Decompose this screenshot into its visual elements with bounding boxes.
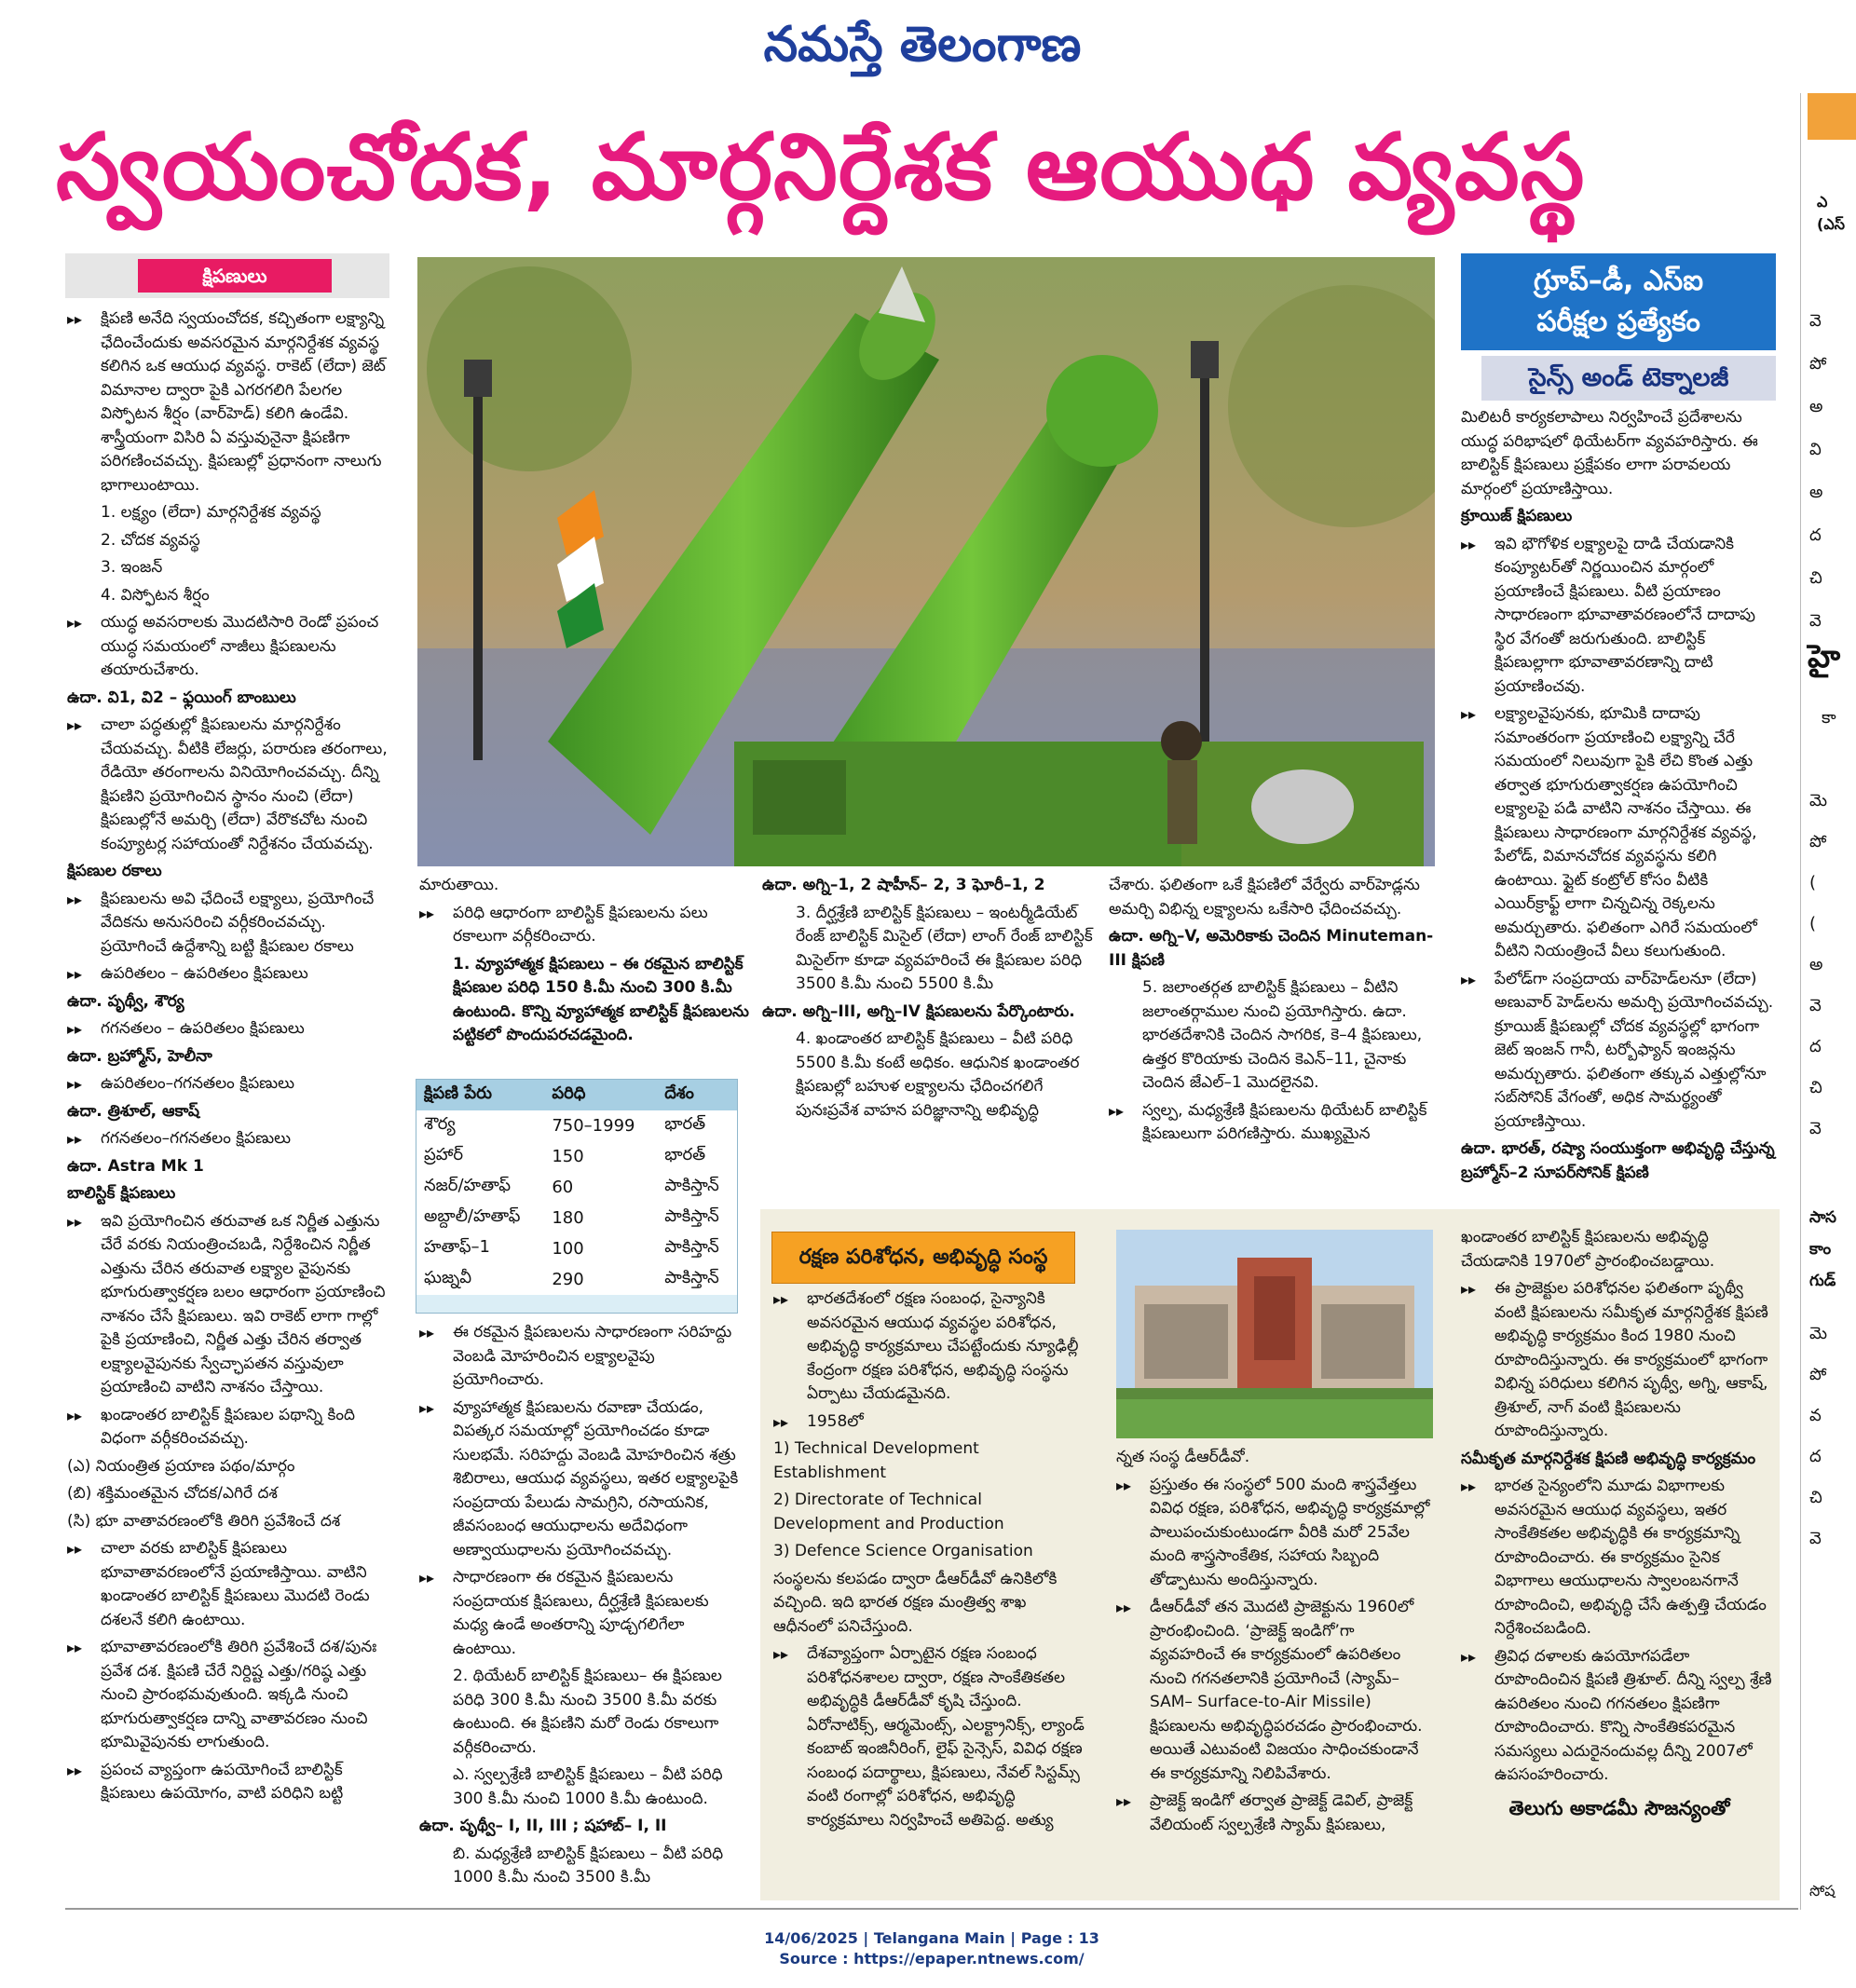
paragraph: ▸▸ క్షిపణులను అవి ఛేదించే లక్ష్యాలు, ప్రయోగించే వేదికను అనుసరించి వర్గీకరించవచ్చు. ప్రయోగించే ఉద్దేశాన్ని బట్టి క్షిపణుల రకాలు (67, 888, 391, 960)
paragraph: ▸▸ ఈ ప్రాజెక్టుల పరిశోధనల ఫలితంగా పృథ్వీ వంటి క్షిపణులను సమీకృత మార్గనిర్దేశక క్షిపణి అభివృద్ధి కార్యక్రమం కింద 1980 నుంచి రూపొందిస్తున్నారు. ఈ కార్యక్రమంలో భాగంగా విభిన్న పరిధులు కలిగిన పృథ్వీ, అగ్ని, ఆకాష్, త్రిశూల్, నాగ్ వంటి క్షిపణులను రూపొందిస్తున్నారు. (1461, 1277, 1778, 1444)
numbered-item: 2. థియేటర్ బాలిస్టిక్ క్షిపణులు– ఈ క్షిపణుల పరిధి 300 కి.మీ నుంచి 3500 కి.మీ వరకు ఉంటుంది. ఈ క్షిపణిని మరో రెండు రకాలుగా వర్గీకరించారు. (453, 1667, 722, 1757)
paragraph: ▸▸ దేశవ్యాప్తంగా ఏర్పాటైన రక్షణ సంబంధ పరిశోధనశాలల ద్వారా, రక్షణ సాంకేతికతల అభివృద్ధికి డీఆర్‌డీవో కృషి చేస్తుంది. ఏరోనాటిక్స్, ఆర్మమెంట్స్, ఎలక్ట్రానిక్స్, ల్యాండ్ కంబాట్ ఇంజినీరింగ్, లైఫ్ సైన్సెస్, వివిధ రక్షణ సంబంధ పదార్థాలు, క్షిపణులు, నేవల్ సిస్టమ్స్ వంటి రంగాల్లో పరిశోధన, అభివృద్ధి కార్యక్రమాలు నిర్వహించే అతిపెద్ద. అత్యు (773, 1642, 1090, 1832)
table-header: క్షిపణి పేరు (424, 1083, 493, 1103)
list-item: వి (1809, 440, 1822, 459)
paragraph: చేశారు. ఫలితంగా ఒకే క్షిపణిలో వేర్వేరు వార్‌హెడ్లను అమర్చి విభిన్న లక్ష్యాలను ఒకేసారి ఛేదించవచ్చు. (1109, 876, 1420, 919)
example-line: ఉదా. పృథ్వీ, శౌర్య (67, 991, 184, 1011)
list-item: ( (1809, 914, 1817, 933)
list-item: ▸▸ గగనతలం–గగనతలం క్షిపణులు (67, 1127, 391, 1151)
adjacent-article-fragment: కా (1822, 708, 1836, 728)
table-row: అబ్దాలీ/హతాఫ్ 180 పాకిస్తాన్ (416, 1203, 737, 1233)
list-item: అ (1809, 397, 1823, 416)
page-footer (466, 1928, 1398, 1969)
paragraph: ▸▸ క్షిపణి అనేది స్వయంచోదక, కచ్చితంగా లక్ష్యాన్ని ఛేదించేందుకు అవసరమైన మార్గనిర్దేశక వ్యవస్థ కలిగిన ఒక ఆయుధ వ్యవస్థ. రాకెట్ (లేదా) జెట్ విమానాల ద్వారా పైకి ఎగరగలిగి పేలగల విస్ఫోటన శీర్షం (వార్‌హెడ్) కలిగి ఉండేవి. శాస్త్రీయంగా విసిరి ఏ వస్తువునైనా క్షిపణిగా పరిగణించవచ్చు. క్షిపణుల్లో ప్రధానంగా నాలుగు భాగాలుంటాయి. (67, 307, 391, 497)
adjacent-article-heading (1817, 191, 1856, 236)
list-item: ▸▸ ఉపరితలం–గగనతలం క్షిపణులు (67, 1072, 391, 1096)
paragraph: ▸▸ వ్యూహాత్మక క్షిపణులను రవాణా చేయడం, విపత్కర సమయాల్లో ప్రయోగించడం కూడా సులభమే. సరిహద్దు వెంబడి మోహరించిన శత్రు శిబిరాలు, ఆయుధ వ్యవస్థలు, ఇతర లక్ష్యాలపైకి సంప్రదాయ పేలుడు సామగ్రిని, రసాయనిక, జీవసంబంధ ఆయుధాలను అదేవిధంగా అణ్వాయుధాలను ప్రయోగించవచ్చు. (419, 1396, 741, 1563)
paragraph: ▸▸ భారత సైన్యంలోని మూడు విభాగాలకు అవసరమైన ఆయుధ వ్యవస్థలు, ఇతర సాంకేతికతల అభివృద్ధికి ఈ కార్యక్రమాన్ని రూపొందించారు. ఈ కార్యక్రమం సైనిక విభాగాలు ఆయుధాలను స్వాలంబనగానే రూపొందించి, అభివృద్ధి చేసే ఉత్పత్తి చేయడం నిర్దేశించబడింది. (1461, 1475, 1778, 1641)
paragraph: ▸▸ త్రివిధ దళాలకు ఉపయోగపడేలా రూపొందించిన క్షిపణి త్రిశూల్. దీన్ని స్వల్ప శ్రేణి ఉపరితలం నుంచి గగనతలం క్షిపణిగా రూపొందించారు. కొన్ని సాంకేతికపరమైన సమస్యలు ఎదురైనందువల్ల దీన్ని 2007లో ఉపసంహరించారు. (1461, 1645, 1778, 1788)
numbered-item: ఎ. స్వల్పశ్రేణి బాలిస్టిక్ క్షిపణులు – వీటి పరిధి 300 కి.మీ నుంచి 1000 కి.మీ ఉంటుంది. (453, 1765, 723, 1808)
table-header: పరిధి (552, 1083, 586, 1103)
banner-line: పరీక్షల ప్రత్యేకం (1536, 306, 1700, 338)
paragraph: ▸▸ ఇవి ప్రయోగించిన తరువాత ఒక నిర్ణీత ఎత్తును చేరే వరకు నియంత్రించబడి, నిర్దేశించిన నిర్ణీత ఎత్తును చేరిన తరువాత లక్ష్యాల వైపునకు భూగురుత్వాకర్షణ బలం ఆధారంగా ప్రయాణించి నాశనం చేసే క్షిపణులు. ఇవి రాకెట్ లాగా గాల్లో పైకి ప్రయాణించి, నిర్ణీత ఎత్తు చేరిన తర్వాత లక్ష్యాలవైపునకు స్వేచ్ఛాపతన వస్తువులా ప్రయాణించి వాటిని నాశనం చేస్తాయి. (67, 1210, 391, 1400)
list-item: 3. ఇంజన్ (101, 558, 163, 577)
numbered-item: 3. దీర్ఘశ్రేణి బాలిస్టిక్ క్షిపణులు – ఇంటర్మీడియేట్ రేంజ్ బాలిస్టిక్ మిసైల్ (లేదా) లాంగ్ రేంజ్ బాలిస్టిక్ మిసైల్‌గా కూడా వ్యవహరించే ఈ క్షిపణుల పరిధి 3500 కి.మీ నుంచి 5500 కి.మీ (796, 903, 1093, 993)
table-row: హతాఫ్–1 100 పాకిస్తాన్ (416, 1233, 737, 1264)
paragraph: ▸▸ 1958లో (773, 1410, 1090, 1435)
list-item: 2) Directorate of Technical Development and Production (773, 1491, 1004, 1533)
drdo-column-three (1461, 1226, 1778, 1824)
footer-date-line: 14/06/2025 | Telangana Main | Page : 13 (764, 1929, 1099, 1947)
numbered-item: బి. మధ్యశ్రేణి బాలిస్టిక్ క్షిపణులు – వీటి పరిధి 1000 కి.మీ నుంచి 3500 కి.మీ (453, 1844, 724, 1886)
subheading: క్షిపణుల రకాలు (67, 862, 162, 880)
heading-fragment: గుడ్ (1809, 1272, 1836, 1290)
list-item: (సి) భూ వాతావరణంలోకి తిరిగి ప్రవేశించే దశ (67, 1511, 341, 1531)
subheading: క్రూయిజ్ క్షిపణులు (1461, 507, 1573, 525)
paragraph: మిలిటరీ కార్యకలాపాలు నిర్వహించే ప్రదేశాలను యుద్ధ పరిభాషలో థియేటర్‌గా వ్యవహరిస్తారు. ఈ బాలిస్టిక్ క్షిపణులు ప్రక్షేపకం లాగా పరావలయ మార్గంలో ప్రయాణిస్తాయి. (1461, 408, 1758, 498)
credit-line: తెలుగు అకాడమీ సౌజన్యంతో (1508, 1796, 1730, 1819)
numbered-item: 1. వ్యూహాత్మక క్షిపణులు – ఈ రకమైన బాలిస్టిక్ క్షిపణుల పరిధి 150 కి.మీ నుంచి 300 కి.మీ ఉంటుంది. కొన్ని వ్యూహాత్మక బాలిస్టిక్ క్షిపణులను పట్టికలో పొందుపరచడమైంది. (453, 954, 749, 1044)
missile-table-box (416, 1079, 738, 1314)
list-item: మె (1809, 1324, 1828, 1343)
column-two-text (419, 874, 755, 1052)
list-item: 4. విస్ఫోటన శీర్షం (101, 585, 210, 605)
list-item: 3) Defence Science Organisation (773, 1542, 1033, 1560)
list-item: అ (1809, 483, 1823, 502)
paragraph: సంస్థలను కలపడం ద్వారా డీఆర్‌డీవో ఉనికిలోకి వచ్చింది. ఇది భారత రక్షణ మంత్రిత్వ శాఖ ఆధీనంలో పనిచేస్తుంది. (773, 1569, 1058, 1636)
footer-source-link[interactable]: Source : https://epaper.ntnews.com/ (779, 1950, 1085, 1968)
bottom-rule (65, 1908, 1798, 1910)
list-item: ద (1809, 1447, 1822, 1466)
science-tech-subhead: సైన్స్ అండ్ టెక్నాలజీ (1481, 356, 1776, 401)
missile-range-table (416, 1080, 737, 1295)
numbered-item: 5. జలాంతర్గత బాలిస్టిక్ క్షిపణులు – వీటిని జలాంతర్గాముల నుంచి ప్రయోగిస్తారు. ఉదా. భారతదేశానికి చెందిన సాగరిక, కె–4 క్షిపణులు, ఉత్తర కొరియాకు చెందిన కెఎన్–11, చైనాకు చెందిన జేఎల్–1 మొదలైనవి. (1142, 978, 1423, 1092)
banner-line: గ్రూప్–డీ, ఎస్ఐ (1533, 265, 1704, 297)
example-line: ఉదా. Astra Mk 1 (67, 1156, 204, 1176)
masthead-logo: నమస్తే తెలంగాణ (763, 16, 1082, 73)
list-item: 1) Technical Development Establishment (773, 1439, 979, 1482)
table-row: నజర్/హతాఫ్ 60 పాకిస్తాన్ (416, 1172, 737, 1203)
adjacent-article-list-one (1809, 300, 1856, 643)
building-photo-art (1116, 1230, 1433, 1438)
example-line: ఉదా. అగ్ని–III, అగ్ని–IV క్షిపణులను పేర్కొంటారు. (762, 1001, 1075, 1021)
paragraph: ఖండాంతర బాలిస్టిక్ క్షిపణులను అభివృద్ధి చేయడానికి 1970లో ప్రారంభించబడ్డాయి. (1461, 1228, 1715, 1271)
paragraph: ▸▸ పేలోడ్‌గా సంప్రదాయ వార్‌హెడ్‌లనూ (లేదా) అణువార్ హెడ్‌లను అమర్చి ప్రయోగించవచ్చు. క్రూయిజ్ క్షిపణుల్లో చోదక వ్యవస్థల్లో భాగంగా జెట్ ఇంజన్ గానీ, టర్బోఫ్యాన్ ఇంజన్లను అమర్చుతారు. ఫలితంగా తక్కువ ఎత్తుల్లోనూ సబ్‌సోనిక్ వేగంతో, అధిక సామర్థ్యంతో ప్రయాణిస్తాయి. (1461, 968, 1778, 1135)
list-item: వె (1809, 996, 1822, 1015)
numbered-item: 4. ఖండాంతర బాలిస్టిక్ క్షిపణులు – వీటి పరిధి 5500 కి.మీ కంటే అధికం. ఆధునిక ఖండాంతర క్షిపణుల్లో బహుళ లక్ష్యాలను ఛేదించగలిగే పునఃప్రవేశ వాహన పరిజ్ఞానాన్ని అభివృద్ధి (796, 1029, 1080, 1120)
paragraph: న్నత సంస్థ డీఆర్‌డీవో. (1116, 1448, 1250, 1466)
example-line: ఉదా. అగ్ని–V, అమెరికాకు చెందిన Minuteman-III క్షిపణి (1109, 927, 1434, 970)
paragraph: ▸▸ స్వల్ప, మధ్యశ్రేణి క్షిపణులను థియేటర్ బాలిస్టిక్ క్షిపణులుగా పరిగణిస్తారు. ముఖ్యమైన (1109, 1099, 1435, 1147)
adjacent-article-subhead: హై (1808, 638, 1841, 675)
adjacent-article-image (1808, 93, 1856, 140)
example-line: ఉదా. పృథ్వీ– I, II, III ; షహాబ్– I, II (419, 1817, 667, 1835)
list-item: ( (1809, 873, 1817, 892)
table-header: దేశం (664, 1083, 694, 1103)
example-line: ఉదా. వి1, వి2 – ఫ్లయింగ్ బాంబులు (67, 688, 296, 707)
list-item: వె (1809, 1119, 1822, 1138)
list-item: ద (1809, 1037, 1822, 1056)
paragraph: ▸▸ ప్రాజెక్ట్ ఇండిగో తర్వాత ప్రాజెక్ట్ డెవిల్, ప్రాజెక్ట్ వేలియంట్ స్వల్పశ్రేణి స్యామ్ క్షిపణులు, (1116, 1790, 1433, 1837)
list-item: పో (1809, 1365, 1827, 1384)
column-two-lower-text (419, 1321, 741, 1894)
list-item: ▸▸ ఉపరితలం – ఉపరితలం క్షిపణులు (67, 962, 391, 987)
drdo-building-photo (1116, 1230, 1433, 1438)
paragraph: ▸▸ ఖండాంతర బాలిస్టిక్ క్షిపణుల పథాన్ని కింది విధంగా వర్గీకరించవచ్చు. (67, 1404, 391, 1451)
column-four-text (1109, 874, 1435, 1151)
list-item: చి (1809, 568, 1822, 588)
paragraph: ▸▸ డీఆర్‌డీవో తన మొదటి ప్రాజెక్టును 1960లో ప్రారంభించింది. ‘ప్రాజెక్ట్ ఇండిగో’గా వ్యవహరించే ఈ కార్యక్రమంలో ఉపరితలం నుంచి గగనతలానికి ప్రయోగించే (స్యామ్– SAM– Surface-to-Air Missile) క్షిపణులను అభివృద్ధిపరచడం ప్రారంభించారు. అయితే ఎటువంటి విజయం సాధించకుండానే ఈ కార్యక్రమాన్ని నిలిపివేశారు. (1116, 1596, 1433, 1786)
drdo-box-title: రక్షణ పరిశోధన, అభివృద్ధి సంస్థ (771, 1232, 1075, 1284)
table-row: ప్రహార్ 150 భారత్ (416, 1141, 737, 1172)
list-item: ద (1809, 525, 1822, 545)
list-item: పో (1809, 832, 1827, 851)
list-item: ▸▸ గగనతలం – ఉపరితలం క్షిపణులు (67, 1017, 391, 1042)
paragraph: ▸▸ భూవాతావరణంలోకి తిరిగి ప్రవేశించే దశ/పునః ప్రవేశ దశ. క్షిపణి చేరే నిర్దిష్ట ఎత్తు/గరిష్ఠ ఎత్తు నుంచి ప్రారంభమవుతుంది. ఇక్కడి నుంచి భూగురుత్వాకర్షణ దాన్ని వాతావరణం నుంచి భూమివైపునకు లాగుతుంది. (67, 1636, 391, 1755)
paragraph: ▸▸ ప్రస్తుతం ఈ సంస్థలో 500 మంది శాస్త్రవేత్తలు వివిధ రక్షణ, పరిశోధన, అభివృద్ధి కార్యక్రమాల్లో పాలుపంచుకుంటుండగా వీరికి మరో 25వేల మంది శాస్త్రసాంకేతిక, సహాయ సిబ్బంది తోడ్పాటును అందిస్తున్నారు. (1116, 1474, 1433, 1593)
paragraph: ▸▸ యుద్ధ అవసరాలకు మొదటిసారి రెండో ప్రపంచ యుద్ధ సమయంలో నాజీలు క్షిపణులను తయారుచేశారు. (67, 611, 391, 683)
paragraph: ▸▸ భారతదేశంలో రక్షణ సంబంధ, సైన్యానికి అవసరమైన ఆయుధ వ్యవస్థల పరిశోధన, అభివృద్ధి కార్యక్రమాలు చేపట్టేందుకు న్యూఢిల్లీ కేంద్రంగా రక్షణ పరిశోధన, అభివృద్ధి సంస్థను ఏర్పాటు చేయడమైనది. (773, 1287, 1090, 1407)
paragraph: ▸▸ చాలా వరకు బాలిస్టిక్ క్షిపణులు భూవాతావరణంలోనే ప్రయాణిస్తాయి. వాటిని ఖండాంతర బాలిస్టిక్ క్షిపణులు మొదటి రెండు దశలనే కలిగి ఉంటాయి. (67, 1537, 391, 1632)
list-item: వె (1809, 1529, 1822, 1548)
subheading: సమీకృత మార్గనిర్దేశక క్షిపణి అభివృద్ధి కార్యక్రమం (1461, 1449, 1756, 1468)
heading-fragment: (ఎస్ (1817, 215, 1845, 233)
example-line: ఉదా. అగ్ని–1, 2 షాహీన్– 2, 3 ఘోరీ–1, 2 (762, 876, 1045, 894)
list-item: 1. లక్ష్యం (లేదా) మార్గనిర్దేశక వ్యవస్థ (101, 503, 321, 522)
adjacent-article-list-three (1809, 1314, 1856, 1559)
heading-fragment: సాస (1809, 1208, 1836, 1227)
exam-special-banner (1461, 253, 1776, 350)
heading-fragment: ఎ (1817, 193, 1828, 211)
example-line: ఉదా. బ్రహ్మోస్, హెలీనా (67, 1046, 212, 1066)
column-three-text (762, 874, 1099, 1126)
list-item: వె (1809, 311, 1822, 331)
paragraph: ▸▸ పరిధి ఆధారంగా బాలిస్టిక్ క్షిపణులను పలు రకాలుగా వర్గీకరించారు. (419, 902, 755, 949)
page-headline: స్వయంచోదక, మార్గనిర్దేశక ఆయుధ వ్యవస్థ (56, 115, 1586, 221)
paragraph: ▸▸ ఈ రకమైన క్షిపణులను సాధారణంగా సరిహద్దు వెంబడి మోహరించిన లక్ష్యాలవైపు ప్రయోగించారు. (419, 1321, 741, 1393)
paragraph: ▸▸ ప్రపంచ వ్యాప్తంగా ఉపయోగించే బాలిస్టిక్ క్షిపణులు ఉపయోగం, వాటి పరిధిని బట్టి (67, 1759, 391, 1806)
left-column-text (67, 307, 391, 1810)
list-item: వ (1809, 1406, 1822, 1425)
heading-fragment: కాం (1809, 1240, 1832, 1259)
missile-photo-art (417, 257, 1435, 866)
right-column-text (1461, 406, 1778, 1189)
paragraph: ▸▸ ఇవి భౌగోళిక లక్ష్యాలపై దాడి చేయడానికి కంప్యూటర్‌తో నిర్ణయించిన మార్గంలో ప్రయాణించే క్షిపణులు. వీటి ప్రయాణం సాధారణంగా భూవాతావరణంలోనే దాదాపు స్థిర వేగంతో జరుగుతుంది. బాలిస్టిక్ క్షిపణుల్లాగా భూవాతావరణాన్ని దాటి ప్రయాణించవు. (1461, 533, 1778, 700)
example-line: ఉదా. భారత్, రష్యా సంయుక్తంగా అభివృద్ధి చేస్తున్న బ్రహ్మోస్–2 సూపర్‌సోనిక్ క్షిపణి (1461, 1139, 1775, 1182)
drdo-column-one (773, 1287, 1090, 1836)
example-line: ఉదా. త్రిశూల్, ఆకాష్ (67, 1101, 199, 1121)
adjacent-article-heading-two (1809, 1202, 1856, 1297)
list-item: (బి) శక్తిమంతమైన చోదక/ఎగిరే దశ (67, 1484, 278, 1503)
table-row: శౌర్య 750–1999 భారత్ (416, 1110, 737, 1141)
list-item: చి (1809, 1078, 1822, 1097)
list-item: 2. చోదక వ్యవస్థ (101, 530, 200, 550)
subheading: బాలిస్టిక్ క్షిపణులు (67, 1184, 176, 1203)
paragraph: ▸▸ చాలా పద్ధతుల్లో క్షిపణులను మార్గనిర్దేశం చేయవచ్చు. వీటికి లేజర్లు, పరారుణ తరంగాలు, రేడియో తరంగాలను వినియోగించవచ్చు. దీన్ని క్షిపణిని ప్రయోగించిన స్థానం నుంచి (లేదా) క్షిపణుల్లోనే అమర్చి (లేదా) వేరొకచోట నుంచి కంప్యూటర్ల సహాయంతో నిర్దేశనం చేయవచ్చు. (67, 714, 391, 856)
drdo-column-two (1116, 1446, 1433, 1841)
paragraph: ▸▸ సాధారణంగా ఈ రకమైన క్షిపణులను సంప్రదాయక క్షిపణులు, దీర్ఘశ్రేణి క్షిపణులకు మధ్య ఉండే అంతరాన్ని పూడ్చగలిగేలా ఉంటాయి. (419, 1566, 741, 1661)
list-item: మె (1809, 791, 1828, 810)
column-divider (1800, 93, 1801, 1910)
table-row: ఘజ్నవీ 290 పాకిస్తాన్ (416, 1264, 737, 1295)
paragraph: మారుతాయి. (419, 876, 499, 894)
missile-launcher-photo (417, 257, 1435, 866)
paragraph: ▸▸ లక్ష్యాలవైపునకు, భూమికి దాదాపు సమాంతరంగా ప్రయాణించి లక్ష్యాన్ని చేరే సమయంలో నిలువుగా పైకి లేచి కొంత ఎత్తు తర్వాత భూగురుత్వాకర్షణ ఉపయోగించి లక్ష్యాలపై పడి వాటిని నాశనం చేస్తాయి. ఈ క్షిపణులు సాధారణంగా మార్గనిర్దేశక వ్యవస్థ, పేలోడ్, విమానచోదక వ్యవస్థను కలిగి ఉంటాయి. ఫ్లైట్ కంట్రోల్ కోసం వీటికి ఎయిర్‌క్రాఫ్ట్ లాగా చిన్నచిన్న రెక్కలను అమర్చుతారు. ఫలితంగా ఎగిరే సమయంలో వీటిని నియంత్రించే వీలు కలుగుతుంది. (1461, 702, 1778, 964)
section-title: క్షిపణులు (138, 259, 332, 293)
list-item: వె (1809, 611, 1822, 631)
list-item: పో (1809, 354, 1827, 374)
list-item: అ (1809, 955, 1823, 974)
adjacent-article-fragment: సోష (1809, 1882, 1836, 1899)
adjacent-article-list-two (1809, 781, 1856, 1150)
list-item: చి (1809, 1488, 1822, 1507)
list-item: (ఎ) నియంత్రిత ప్రయాణ పథం/మార్గం (67, 1456, 295, 1476)
